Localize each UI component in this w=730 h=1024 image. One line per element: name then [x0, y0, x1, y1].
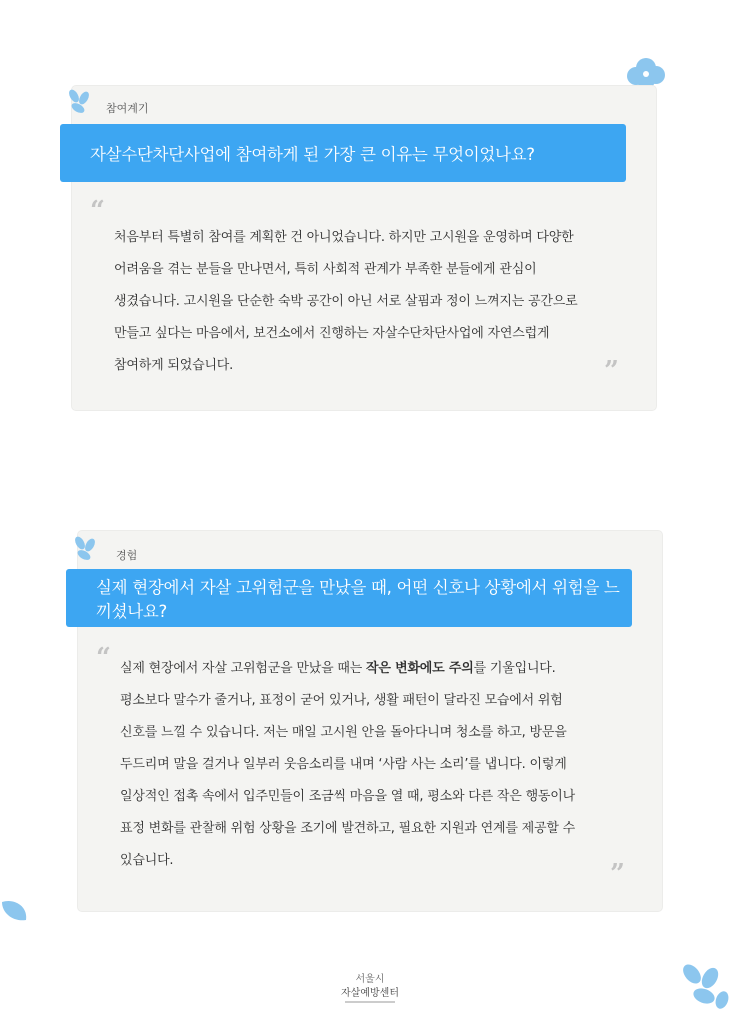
- interview-card-motivation: [72, 86, 656, 410]
- leaf-icon: [0, 896, 30, 926]
- logo-underline: [345, 1001, 395, 1003]
- answer-span: 를 기울입니다.: [473, 661, 556, 676]
- answer-line: 일상적인 접촉 속에서 입주민들이 조금씩 마음을 열 때, 평소와 다른 작은 행동이나: [120, 789, 576, 804]
- leaf-sprig-icon: [72, 535, 102, 565]
- question-banner: [60, 124, 626, 182]
- close-quote-icon: ”: [604, 356, 619, 386]
- footer-logo: [330, 970, 410, 1010]
- close-quote-icon: ”: [610, 859, 625, 889]
- answer-line: [120, 653, 640, 685]
- answer-line: 만들고 싶다는 마음에서, 보건소에서 진행하는 자살수단차단사업에 자연스럽게: [114, 326, 550, 341]
- answer-line: 참여하게 되었습니다.: [114, 358, 234, 373]
- answer-line: 처음부터 특별히 참여를 계획한 건 아니었습니다. 하지만 고시원을 운영하며 다양한: [114, 230, 574, 245]
- question-text: 실제 현장에서 자살 고위험군을 만났을 때, 어떤 신호나 상황에서 위험을 느끼셨나요?: [96, 578, 620, 621]
- answer-line: 평소보다 말수가 줄거나, 표정이 굳어 있거나, 생활 패턴이 달라진 모습에서 위험: [120, 693, 563, 708]
- section-label: 경험: [116, 549, 138, 562]
- answer-line: 있습니다.: [120, 853, 174, 868]
- answer-line: 표정 변화를 관찰해 위험 상황을 조기에 발견하고, 필요한 지원과 연계를 제공할 수: [120, 821, 576, 836]
- answer-line: 두드리며 말을 걸거나 일부러 웃음소리를 내며 ‘사람 사는 소리’를 냅니다. 이렇게: [120, 757, 567, 772]
- logo-line2: 자살예방센터: [341, 988, 399, 999]
- answer-text: [120, 653, 640, 877]
- question-text: 자살수단차단사업에 참여하게 된 가장 큰 이유는 무엇이었나요?: [90, 145, 535, 164]
- logo-line1: 서울시: [355, 974, 385, 985]
- answer-line: 생겼습니다. 고시원을 단순한 숙박 공간이 아닌 서로 살핌과 정이 느껴지는 공간으로: [114, 294, 578, 309]
- answer-line: 어려움을 겪는 분들을 만나면서, 특히 사회적 관계가 부족한 분들에게 관심이: [114, 262, 537, 277]
- answer-line: 신호를 느낄 수 있습니다. 저는 매일 고시원 안을 돌아다니며 청소를 하고, 방문을: [120, 725, 567, 740]
- answer-span: 실제 현장에서 자살 고위험군을 만났을 때는: [120, 661, 367, 676]
- interview-card-experience: [78, 531, 662, 911]
- open-quote-icon: “: [90, 196, 105, 226]
- section-label: 참여계기: [106, 102, 149, 115]
- emphasis-text: 작은 변화에도 주의: [366, 661, 474, 676]
- open-quote-icon: “: [96, 643, 111, 673]
- question-banner: [66, 569, 632, 627]
- leaf-sprig-icon: [680, 962, 730, 1012]
- leaf-sprig-icon: [66, 88, 96, 118]
- answer-text: [114, 222, 634, 386]
